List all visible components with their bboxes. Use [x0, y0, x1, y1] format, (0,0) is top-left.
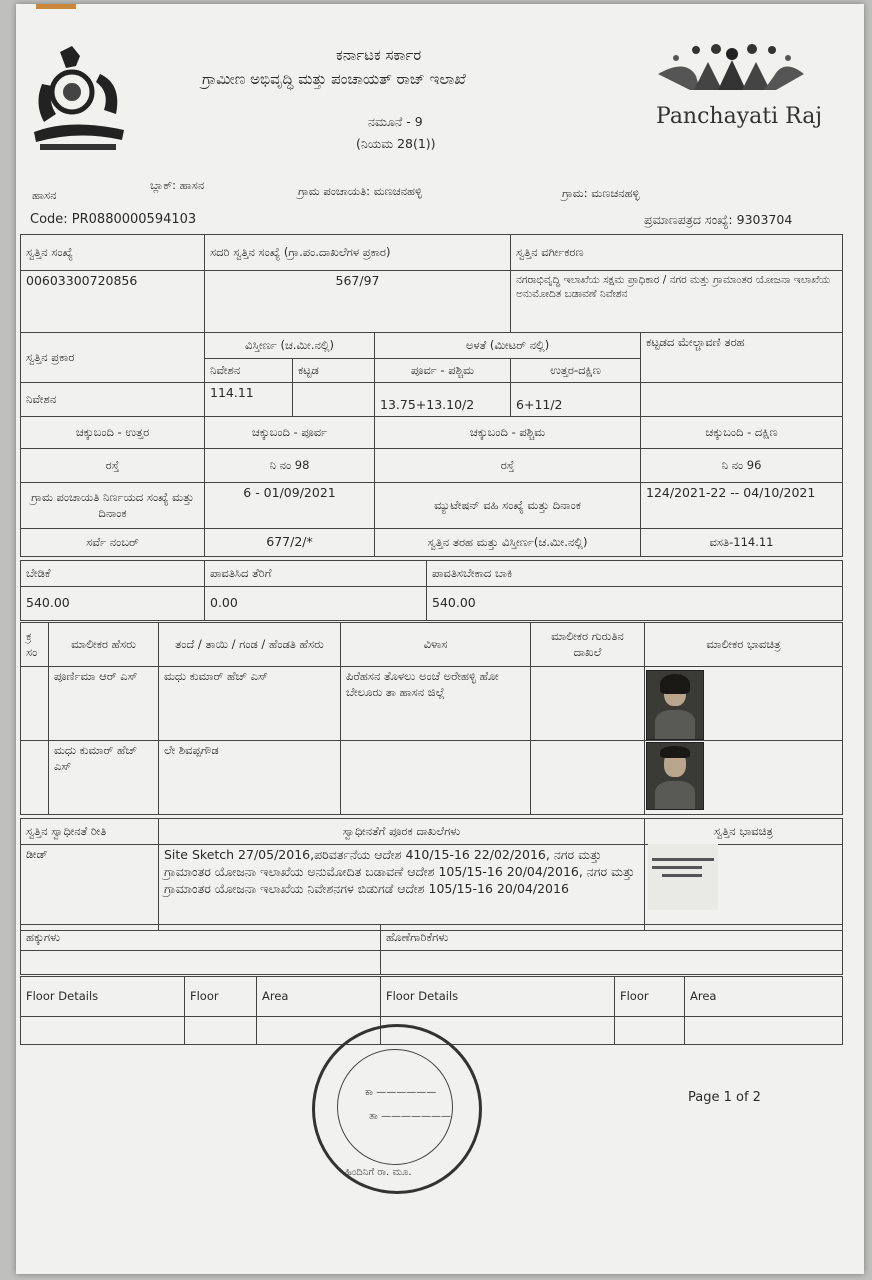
owner-1-relative: ಮಧು ಕುಮಾರ್ ಹೆಚ್ ಎಸ್: [159, 667, 341, 741]
owner-1-address: ಪಿರೆಹಸನ ತೊಳಲು ಅಂಚೆ ಅರೇಹಳ್ಳಿ ಹೋ ಬೇಲೂರು ತಾ ಹಾಸನ ಜಿಲ್ಲೆ: [341, 667, 531, 741]
panchayati-raj-text: Panchayati Raj: [656, 104, 823, 129]
floor-details-header-2: Floor Details: [381, 977, 615, 1017]
boundary-east: ನಿ ನಂ 98: [205, 449, 375, 483]
supporting-docs-value: Site Sketch 27/05/2016,ಪರಿವರ್ತನೆಯ ಆದೇಶ 410/15-16 22/02/2016, ನಗರ ಮತ್ತು ಗ್ರಾಮಾಂತರ ಯೋಜನಾ ಇಲಾಖೆಯ ಅನುಮೋದಿತ ಬಡಾವಣೆ ಆದೇಶ 105/15-16 20/04/2016, ನಗರ ಮತ್ತು ಗ್ರಾಮಾಂತರ ಯೋಜನಾ ಇಲಾಖೆಯ ನಿವೇಶನಗಳ ಬಿಡುಗಡೆ ಆದೇಶ 105/15-16 20/04/2016: [159, 845, 645, 931]
owner-2-photo: [646, 742, 704, 810]
certificate-number: ಪ್ರಮಾಣಪತ್ರದ ಸಂಖ್ಯೆ: 9303704: [644, 212, 793, 227]
sub-property-no: 567/97: [205, 271, 511, 333]
department-name: ಗ್ರಾಮೀಣ ಅಭಿವೃದ್ಧಿ ಮತ್ತು ಪಂಚಾಯತ್ ರಾಜ್ ಇಲಾಖೆ: [202, 70, 466, 88]
label-type: ಸ್ವತ್ತಿನ ಪ್ರಕಾರ: [21, 333, 205, 383]
owner-2-name: ಮಧು ಕುಮಾರ್ ಹೆಚ್ ಎಸ್: [49, 741, 159, 815]
label-dimension: ಅಳತೆ (ಮೀಟರ್ ನಲ್ಲಿ): [375, 333, 641, 359]
govt-name: ಕರ್ನಾಟಕ ಸರ್ಕಾರ: [336, 46, 422, 64]
gram-panchayat: ಗ್ರಾಮ ಪಂಚಾಯತಿ: ಮಣಚನಹಳ್ಳಿ: [298, 184, 422, 198]
floor-header-2: Floor: [615, 977, 685, 1017]
label-supporting-docs: ಸ್ವಾಧೀನತೆಗೆ ಪೂರಕ ದಾಖಲೆಗಳು: [159, 819, 645, 845]
liabilities-table: [20, 924, 843, 975]
document-page: [16, 4, 864, 1274]
label-relative-name: ತಂದೆ / ತಾಯಿ / ಗಂಡ / ಹೆಂಡತಿ ಹೆಸರು: [159, 623, 341, 667]
label-owner-photo: ಮಾಲೀಕರ ಭಾವಚಿತ್ರ: [645, 623, 843, 667]
ownership-method-value: ಡೀಡ್: [21, 845, 159, 931]
label-owner-name: ಮಾಲೀಕರ ಹೆಸರು: [49, 623, 159, 667]
label-boundary-east: ಚಕ್ಕುಬಂದಿ - ಪೂರ್ವ: [205, 417, 375, 449]
paid-value: 0.00: [205, 587, 427, 621]
mutation-value: 124/2021-22 -- 04/10/2021: [641, 483, 843, 529]
taluk: ಬ್ಲಾಕ್: ಹಾಸನ: [150, 178, 205, 192]
resolution-value: 6 - 01/09/2021: [205, 483, 375, 529]
floor-header-1: Floor: [185, 977, 257, 1017]
district: ಹಾಸನ: [32, 188, 57, 202]
label-boundary-north: ಚಕ್ಕುಬಂದಿ - ಉತ್ತರ: [21, 417, 205, 449]
owners-table: [20, 622, 843, 815]
label-rights: ಹಕ್ಕುಗಳು: [21, 925, 381, 951]
label-mutation: ಮ್ಯುಟೇಷನ್ ವಹಿ ಸಂಖ್ಯೆ ಮತ್ತು ದಿನಾಂಕ: [375, 483, 641, 529]
label-property-photo: ಸ್ವತ್ತಿನ ಭಾವಚಿತ್ರ: [645, 819, 843, 845]
building-area: [293, 383, 375, 417]
ownership-table: [20, 818, 843, 931]
label-area: ವಿಸ್ತೀರ್ಣ (ಚ.ಮೀ.ನಲ್ಲಿ): [205, 333, 375, 359]
label-roof-type: ಕಟ್ಟಡದ ಮೇಲ್ಚಾವಣಿ ತರಹ: [641, 333, 843, 383]
owner-2-id-document: [531, 741, 645, 815]
label-east-west: ಪೂರ್ವ - ಪಶ್ಚಿಮ: [375, 359, 511, 383]
balance-value: 540.00: [427, 587, 843, 621]
form-number: ನಮೂನೆ - 9: [368, 114, 423, 129]
boundary-west: ರಸ್ತೆ: [375, 449, 641, 483]
label-balance: ಪಾವತಿಸಬೇಕಾದ ಬಾಕಿ: [427, 561, 843, 587]
boundary-south: ನಿ ನಂ 96: [641, 449, 843, 483]
survey-value: 677/2/*: [205, 529, 375, 557]
label-ownership-method: ಸ್ವತ್ತಿನ ಸ್ವಾಧೀನತೆ ರೀತಿ: [21, 819, 159, 845]
label-serial: ಕ್ರ ಸಂ: [21, 623, 49, 667]
label-address: ವಿಳಾಸ: [341, 623, 531, 667]
north-south-value: 6+11/2: [511, 383, 641, 417]
page-edge-tab: [36, 4, 76, 9]
owner-2-relative: ಲೇ ಶಿವಪ್ಪಗೌಡ: [159, 741, 341, 815]
label-boundary-south: ಚಕ್ಕುಬಂದಿ - ದಕ್ಷಿಣ: [641, 417, 843, 449]
property-type-area: ವಸತಿ-114.11: [641, 529, 843, 557]
area-header-1: Area: [257, 977, 381, 1017]
roof-type-value: [641, 383, 843, 417]
rule-number: (ನಿಯಮ 28(1)): [356, 136, 436, 151]
property-table: [20, 234, 843, 557]
label-paid: ಪಾವತಿಸಿದ ತೆರಿಗೆ: [205, 561, 427, 587]
property-sketch-image: [648, 844, 718, 910]
type-value: ನಿವೇಶನ: [21, 383, 205, 417]
label-site: ನಿವೇಶನ: [205, 359, 293, 383]
panchayati-raj-logo-icon: [656, 44, 806, 96]
east-west-value: 13.75+13.10/2: [375, 383, 511, 417]
demand-value: 540.00: [21, 587, 205, 621]
floor-details-header-1: Floor Details: [21, 977, 185, 1017]
area-header-2: Area: [685, 977, 843, 1017]
classification-value: ನಗರಾಭಿವೃದ್ಧಿ ಇಲಾಖೆಯ ಸಕ್ಷಮ ಪ್ರಾಧಿಕಾರ / ನಗರ ಮತ್ತು ಗ್ರಾಮಾಂತರ ಯೋಜನಾ ಇಲಾಖೆಯ ಅನುಮೋದಿತ ಬಡಾವಣೆ ನಿವೇಶನ: [511, 271, 843, 333]
label-survey: ಸರ್ವೆ ನಂಬರ್: [21, 529, 205, 557]
village: ಗ್ರಾಮ: ಮಣಚನಹಳ್ಳಿ: [562, 186, 640, 200]
owner-1-photo: [646, 670, 704, 740]
label-liabilities: ಹೊಣೆಗಾರಿಕೆಗಳು: [381, 925, 843, 951]
label-resolution: ಗ್ರಾಮ ಪಂಚಾಯತಿ ನಿರ್ಣಯದ ಸಂಖ್ಯೆ ಮತ್ತು ದಿನಾಂಕ: [21, 483, 205, 529]
site-area: 114.11: [205, 383, 293, 417]
label-demand: ಬೇಡಿಕೆ: [21, 561, 205, 587]
owner-1-id-document: [531, 667, 645, 741]
owner-1-name: ಪೂರ್ಣಿಮಾ ಆರ್ ಎಸ್: [49, 667, 159, 741]
label-building: ಕಟ್ಟಡ: [293, 359, 375, 383]
boundary-north: ರಸ್ತೆ: [21, 449, 205, 483]
property-id: 00603300720856: [21, 271, 205, 333]
label-sub-property-no: ಸದರಿ ಸ್ವತ್ತಿನ ಸಂಖ್ಯೆ (ಗ್ರಾ.ಪಂ.ದಾಖಲೆಗಳ ಪ್ರಕಾರ): [205, 235, 511, 271]
label-north-south: ಉತ್ತರ-ದಕ್ಷಿಣ: [511, 359, 641, 383]
page-number: Page 1 of 2: [688, 1090, 761, 1105]
label-property-type-area: ಸ್ವತ್ತಿನ ತರಹ ಮತ್ತು ವಿಸ್ತೀರ್ಣ(ಚ.ಮೀ.ನಲ್ಲಿ): [375, 529, 641, 557]
property-code: Code: PR0880000594103: [30, 212, 197, 227]
label-boundary-west: ಚಕ್ಕುಬಂದಿ - ಪಶ್ಚಿಮ: [375, 417, 641, 449]
owner-2-address: [341, 741, 531, 815]
tax-table: [20, 560, 843, 621]
panchayat-seal: ಕಾ —————— ತಾ ——————— ಹಿಂದಿನಿಗೆ ರಾ. ಮೂ.: [312, 1024, 482, 1194]
label-id-document: ಮಾಲೀಕರ ಗುರುತಿನ ದಾಖಲೆ: [531, 623, 645, 667]
label-classification: ಸ್ವತ್ತಿನ ವರ್ಗೀಕರಣ: [511, 235, 843, 271]
karnataka-emblem-icon: [30, 44, 128, 156]
label-property-no: ಸ್ವತ್ತಿನ ಸಂಖ್ಯೆ: [21, 235, 205, 271]
